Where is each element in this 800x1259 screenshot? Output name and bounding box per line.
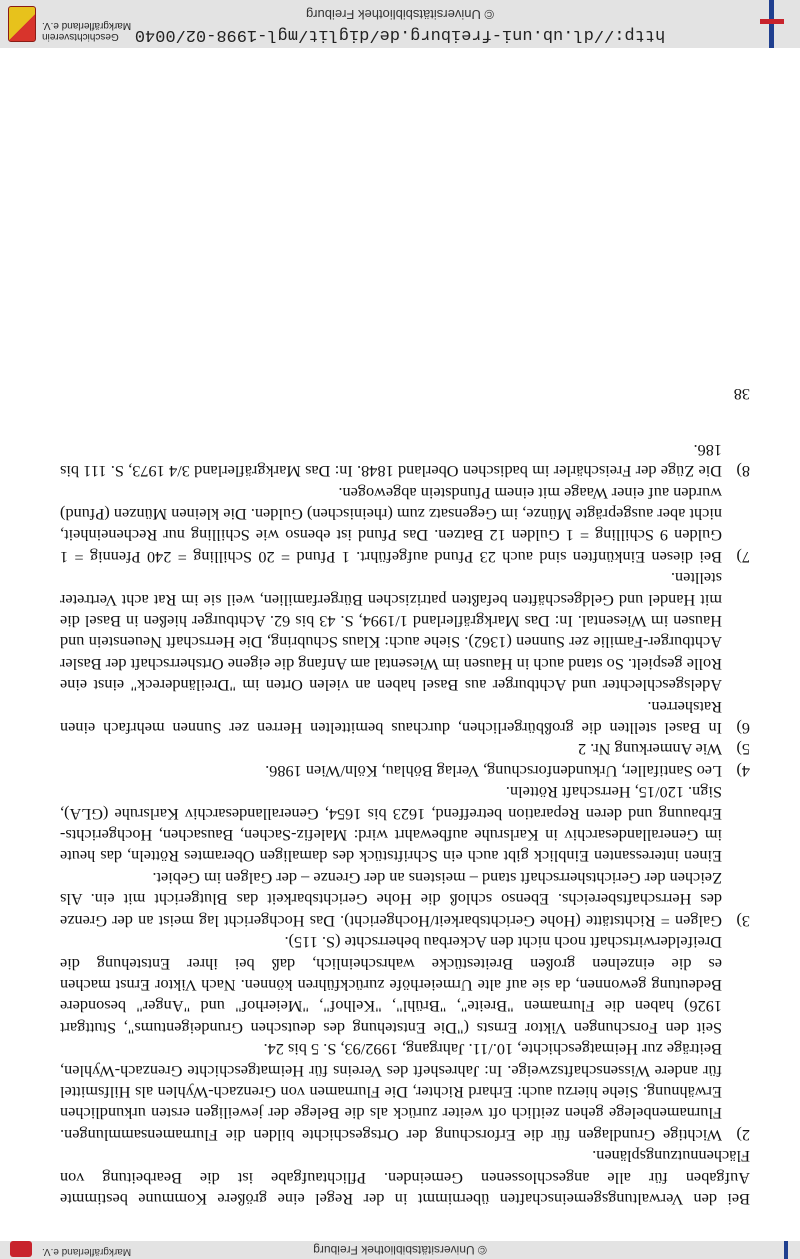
intro-paragraph: Bei den Verwaltungsgemeinschaften übernimmt in der Regel eine größere Kommune bestimmte Aufgaben für alle angeschlossenen Gemeinden. Pflichtaufgabe ist die Bearbeitung von Flächennutzungsplänen. (60, 1147, 750, 1209)
footnote-number: 6) (736, 719, 750, 739)
footnote-text: Seit den Forschungen Viktor Ernsts ("Die Entstehung des deutschen Grundeigentums", Stuttgart 1926) haben die Flurnamen "Breite", "Brühl", "Kelhof", "Meierhof" und "Anger" besondere Bedeutung gewonnen, da sie auf alte Urmeierhöfe zurückführen können. Nach Viktor Ernst machen es die einzelnen großen Breitestücke wahrscheinlich, daß bei ihrer Entstehung die Dreifelderwirtschaft noch nicht den Ackerbau beherrschte (S. 115). (60, 933, 722, 1038)
scanned-page (60, 60, 750, 1210)
footnote-text: Einen interessanten Einblick gibt auch ein Schriftstück des damaligen Oberamtes Rötteln, das heute im Generallandesarchiv in Karlsruhe aufbewahrt wird: Malefiz-Sachen, Bausachen, Hochgerichts-Erbauung und deren Reparation betreffend, 1623 bis 1654, Generallandesarchiv Karlsruhe (GLA), Sign. 120/15, Herrschaft Rötteln. (60, 783, 722, 867)
footnote-text: Wichtige Grundlagen für die Erforschung der Ortsgeschichte bilden die Flurnamensammlungen. Flurnamenbelege gehen zeitlich oft weiter zurück als die Belege der jeweiligen ersten urkundlichen Erwähnung. Siehe hierzu auch: Erhard Richter, Die Flurnamen von Grenzach-Wyhlen als Hilfsmittel für andere Wissenschaftszweige. In: Jahresheft des Vereins für Heimatgeschichte Grenzach-Wyhlen, Beiträge zur Heimatgeschichte, 10./11. Jahrgang, 1992/93, S. 5 bis 24. (60, 1040, 722, 1145)
page-number: 38 (733, 385, 750, 405)
footnote (60, 782, 750, 868)
document-url[interactable]: http://dl.ub.uni-freiburg.de/diglit/mgl-1998-02/0040 (134, 25, 666, 44)
footnote-number (722, 568, 750, 696)
viewer-header (0, 0, 800, 48)
footnote (60, 739, 750, 760)
footnote-text: Wie Anmerkung Nr. 2 (577, 740, 722, 760)
footnote-text: Leo Santifaller, Urkundenforschung, Verlag Böhlau, Köln/Wien 1986. (265, 761, 722, 781)
footnote-number: 7) (736, 547, 750, 567)
footnote-number (722, 932, 750, 1039)
footnote (60, 868, 750, 932)
footer-seal-icon (10, 1241, 32, 1257)
footnote (60, 932, 750, 1039)
footer-copyright: © Universitätsbibliothek Freiburg (313, 1243, 487, 1257)
footnote-number: 5) (736, 740, 750, 760)
footnote-text: In Basel stellten die großbürgerlichen, durchaus bemittelten Herren zer Sunnen mehrfach einen Ratsherren. (60, 697, 722, 739)
footnote-number: 4) (736, 761, 750, 781)
society-label: Geschichtsverein Markgräflerland e.V. (42, 20, 132, 42)
footnote-number: 3) (736, 911, 750, 931)
footnote-number: 8) (736, 462, 750, 482)
footnote (60, 482, 750, 568)
footer-logo-icon (784, 1241, 788, 1259)
footnotes-block (60, 384, 750, 1210)
footnote-text: Die Züge der Freischärler im badischen Oberland 1848. In: Das Markgräflerland 3/4 1973, S. 111 bis 186. (60, 440, 722, 482)
footnote (60, 1039, 750, 1146)
viewer-footer (0, 1241, 800, 1259)
footnote-text: Galgen = Richtstätte (Hohe Gerichtsbarkeit/Hochgericht). Das Hochgericht lag meist an der Grenze des Herrschaftsbereichs. Ebenso schloß die Hohe Gerichtsbarkeit das Blutgericht mit ein. Als Zeichen der Gerichtsherrschaft stand – meistens an der Grenze – der Galgen im Gebiet. (60, 868, 722, 931)
society-seal-icon (8, 6, 36, 42)
footnote (60, 696, 750, 739)
copyright-notice: © Universitätsbibliothek Freiburg (305, 7, 495, 22)
footnote (60, 439, 750, 482)
footnote-text: Bei diesen Einkünften sind auch 23 Pfund aufgeführt. 1 Pfund = 20 Schilling = 240 Pfennig = 1 Gulden 9 Schilling = 1 Gulden 12 Batzen. Das Pfund ist ebenso wie Schilling nur Recheneinheit, nicht aber ausgeprägte Münze, im Gegensatz zum (rheinischen) Gulden. Die kleinen Münzen (Pfund) wurden auf einer Waage mit einem Pfundstein abgewogen. (60, 483, 722, 567)
footnote-text: Adelsgeschlechter und Achtburger aus Basel haben an vielen Orten im "Dreiländereck" einst eine Rolle gespielt. So stand auch in Hausen im Wiesental am Anfang die eigene Ortsherrschaft der Basler Achtburger-Familie zer Sunnen (1362). Siehe auch: Klaus Schubring, Die Herrschaft Neuenstein und Hausen im Wiesental. In: Das Markgräflerland 1/1994, S. 43 bis 62. Achtburger hießen in Basel die mit Handel und Geldgeschäften befaßten patrizischen Bürgerfamilien, weil sie im Rat acht Vertreter stellten. (60, 569, 722, 696)
footnote-number (722, 782, 750, 868)
footnote (60, 568, 750, 696)
footer-society-label: Markgräflerland e.V. (42, 1246, 132, 1257)
footnote-number: 2) (736, 1125, 750, 1145)
footnote (60, 760, 750, 781)
